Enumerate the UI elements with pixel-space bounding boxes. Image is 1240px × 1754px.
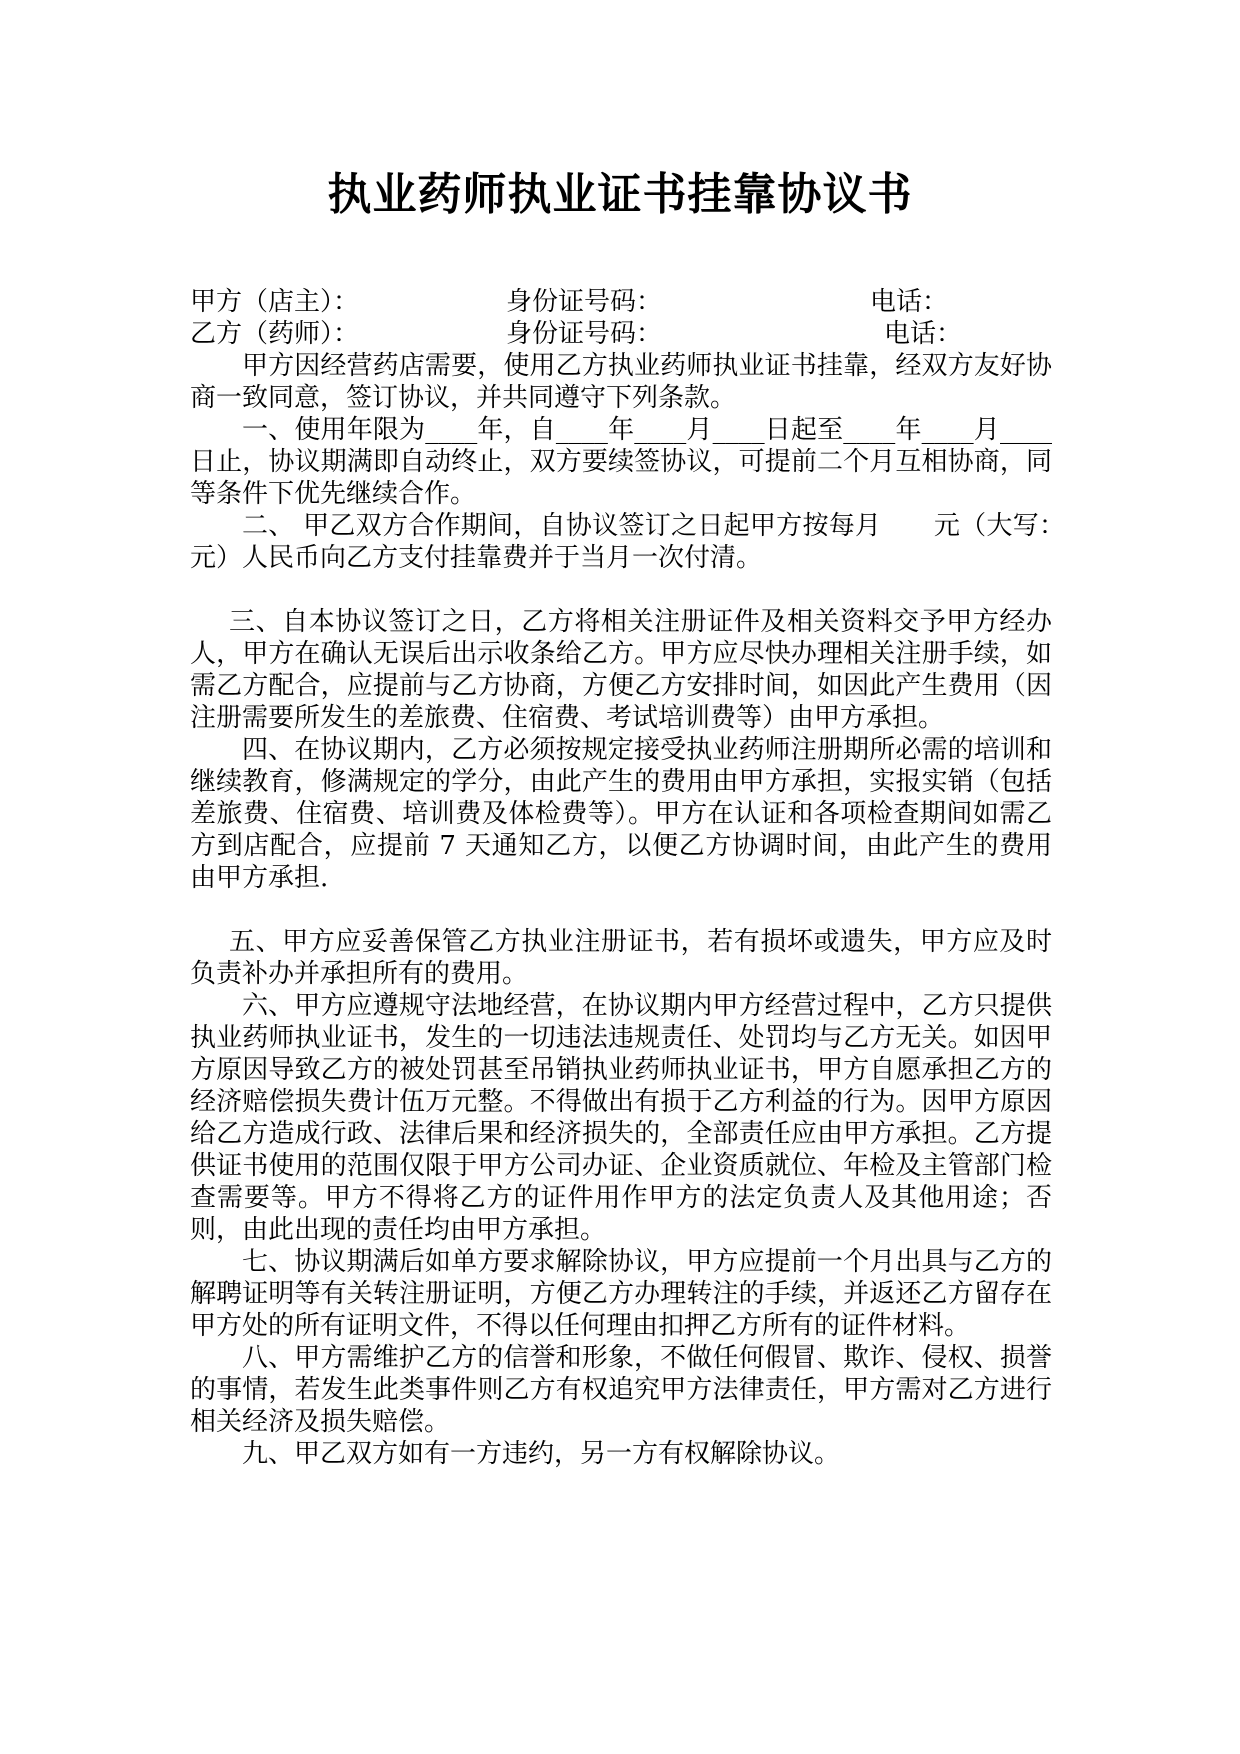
clause-7: 七、协议期满后如单方要求解除协议，甲方应提前一个月出具与乙方的解聘证明等有关转注册证明，方便乙方办理转注的手续，并返还乙方留存在甲方处的所有证明文件，不得以任何理由扣押乙方所有的证件材料。	[190, 1247, 1052, 1341]
party-b-id-label: 身份证号码：	[506, 319, 663, 349]
clause-9: 九、甲乙双方如有一方违约，另一方有权解除协议。	[242, 1439, 841, 1469]
document-title: 执业药师执业证书挂靠协议书	[327, 169, 913, 220]
document-body	[190, 286, 1131, 1470]
intro-paragraph: 甲方因经营药店需要，使用乙方执业药师执业证书挂靠，经双方友好协商一致同意，签订协议，并共同遵守下列条款。	[190, 351, 1052, 413]
party-b-label: 乙方（药师）：	[190, 319, 360, 349]
party-a-line	[190, 286, 1052, 318]
party-a-phone-label: 电话：	[870, 287, 949, 317]
clause-5: 五、甲方应妥善保管乙方执业注册证书，若有损坏或遗失，甲方应及时负责补办并承担所有的费用。	[190, 927, 1052, 989]
clause-4: 四、在协议期内，乙方必须按规定接受执业药师注册期所必需的培训和继续教育，修满规定的学分，由此产生的费用由甲方承担，实报实销（包括差旅费、住宿费、培训费及体检费等）。甲方在认证和各项检查期间如需乙方到店配合，应提前 7 天通知乙方，以便乙方协调时间，由此产生的费用由甲方承担.	[190, 735, 1052, 893]
party-a-id-label: 身份证号码：	[506, 287, 663, 317]
spacer	[190, 894, 1052, 926]
spacer	[190, 574, 1052, 606]
clause-8: 八、甲方需维护乙方的信誉和形象，不做任何假冒、欺诈、侵权、损誉的事情，若发生此类事件则乙方有权追究甲方法律责任，甲方需对乙方进行相关经济及损失赔偿。	[190, 1343, 1052, 1437]
party-a-label: 甲方（店主）：	[190, 287, 360, 317]
clause-1: 一、使用年限为____年，自____年____月____日起至____年____月____日止，协议期满即自动终止，双方要续签协议，可提前二个月互相协商，同等条件下优先继续合作。	[190, 415, 1052, 509]
clause-3: 三、自本协议签订之日，乙方将相关注册证件及相关资料交予甲方经办人，甲方在确认无误后出示收条给乙方。甲方应尽快办理相关注册手续，如需乙方配合，应提前与乙方协商，方便乙方安排时间，如因此产生费用（因注册需要所发生的差旅费、住宿费、考试培训费等）由甲方承担。	[190, 607, 1052, 733]
party-b-line	[190, 318, 1052, 350]
clause-2: 二、 甲乙双方合作期间，自协议签订之日起甲方按每月 元（大写： 元）人民币向乙方支付挂靠费并于当月一次付清。	[190, 511, 1131, 573]
clause-6: 六、甲方应遵规守法地经营，在协议期内甲方经营过程中，乙方只提供执业药师执业证书，发生的一切违法违规责任、处罚均与乙方无关。如因甲方原因导致乙方的被处罚甚至吊销执业药师执业证书，甲方自愿承担乙方的经济赔偿损失费计伍万元整。不得做出有损于乙方利益的行为。因甲方原因给乙方造成行政、法律后果和经济损失的，全部责任应由甲方承担。乙方提供证书使用的范围仅限于甲方公司办证、企业资质就位、年检及主管部门检查需要等。甲方不得将乙方的证件用作甲方的法定负责人及其他用途；否则，由此出现的责任均由甲方承担。	[190, 991, 1052, 1245]
party-b-phone-label: 电话：	[884, 319, 963, 349]
